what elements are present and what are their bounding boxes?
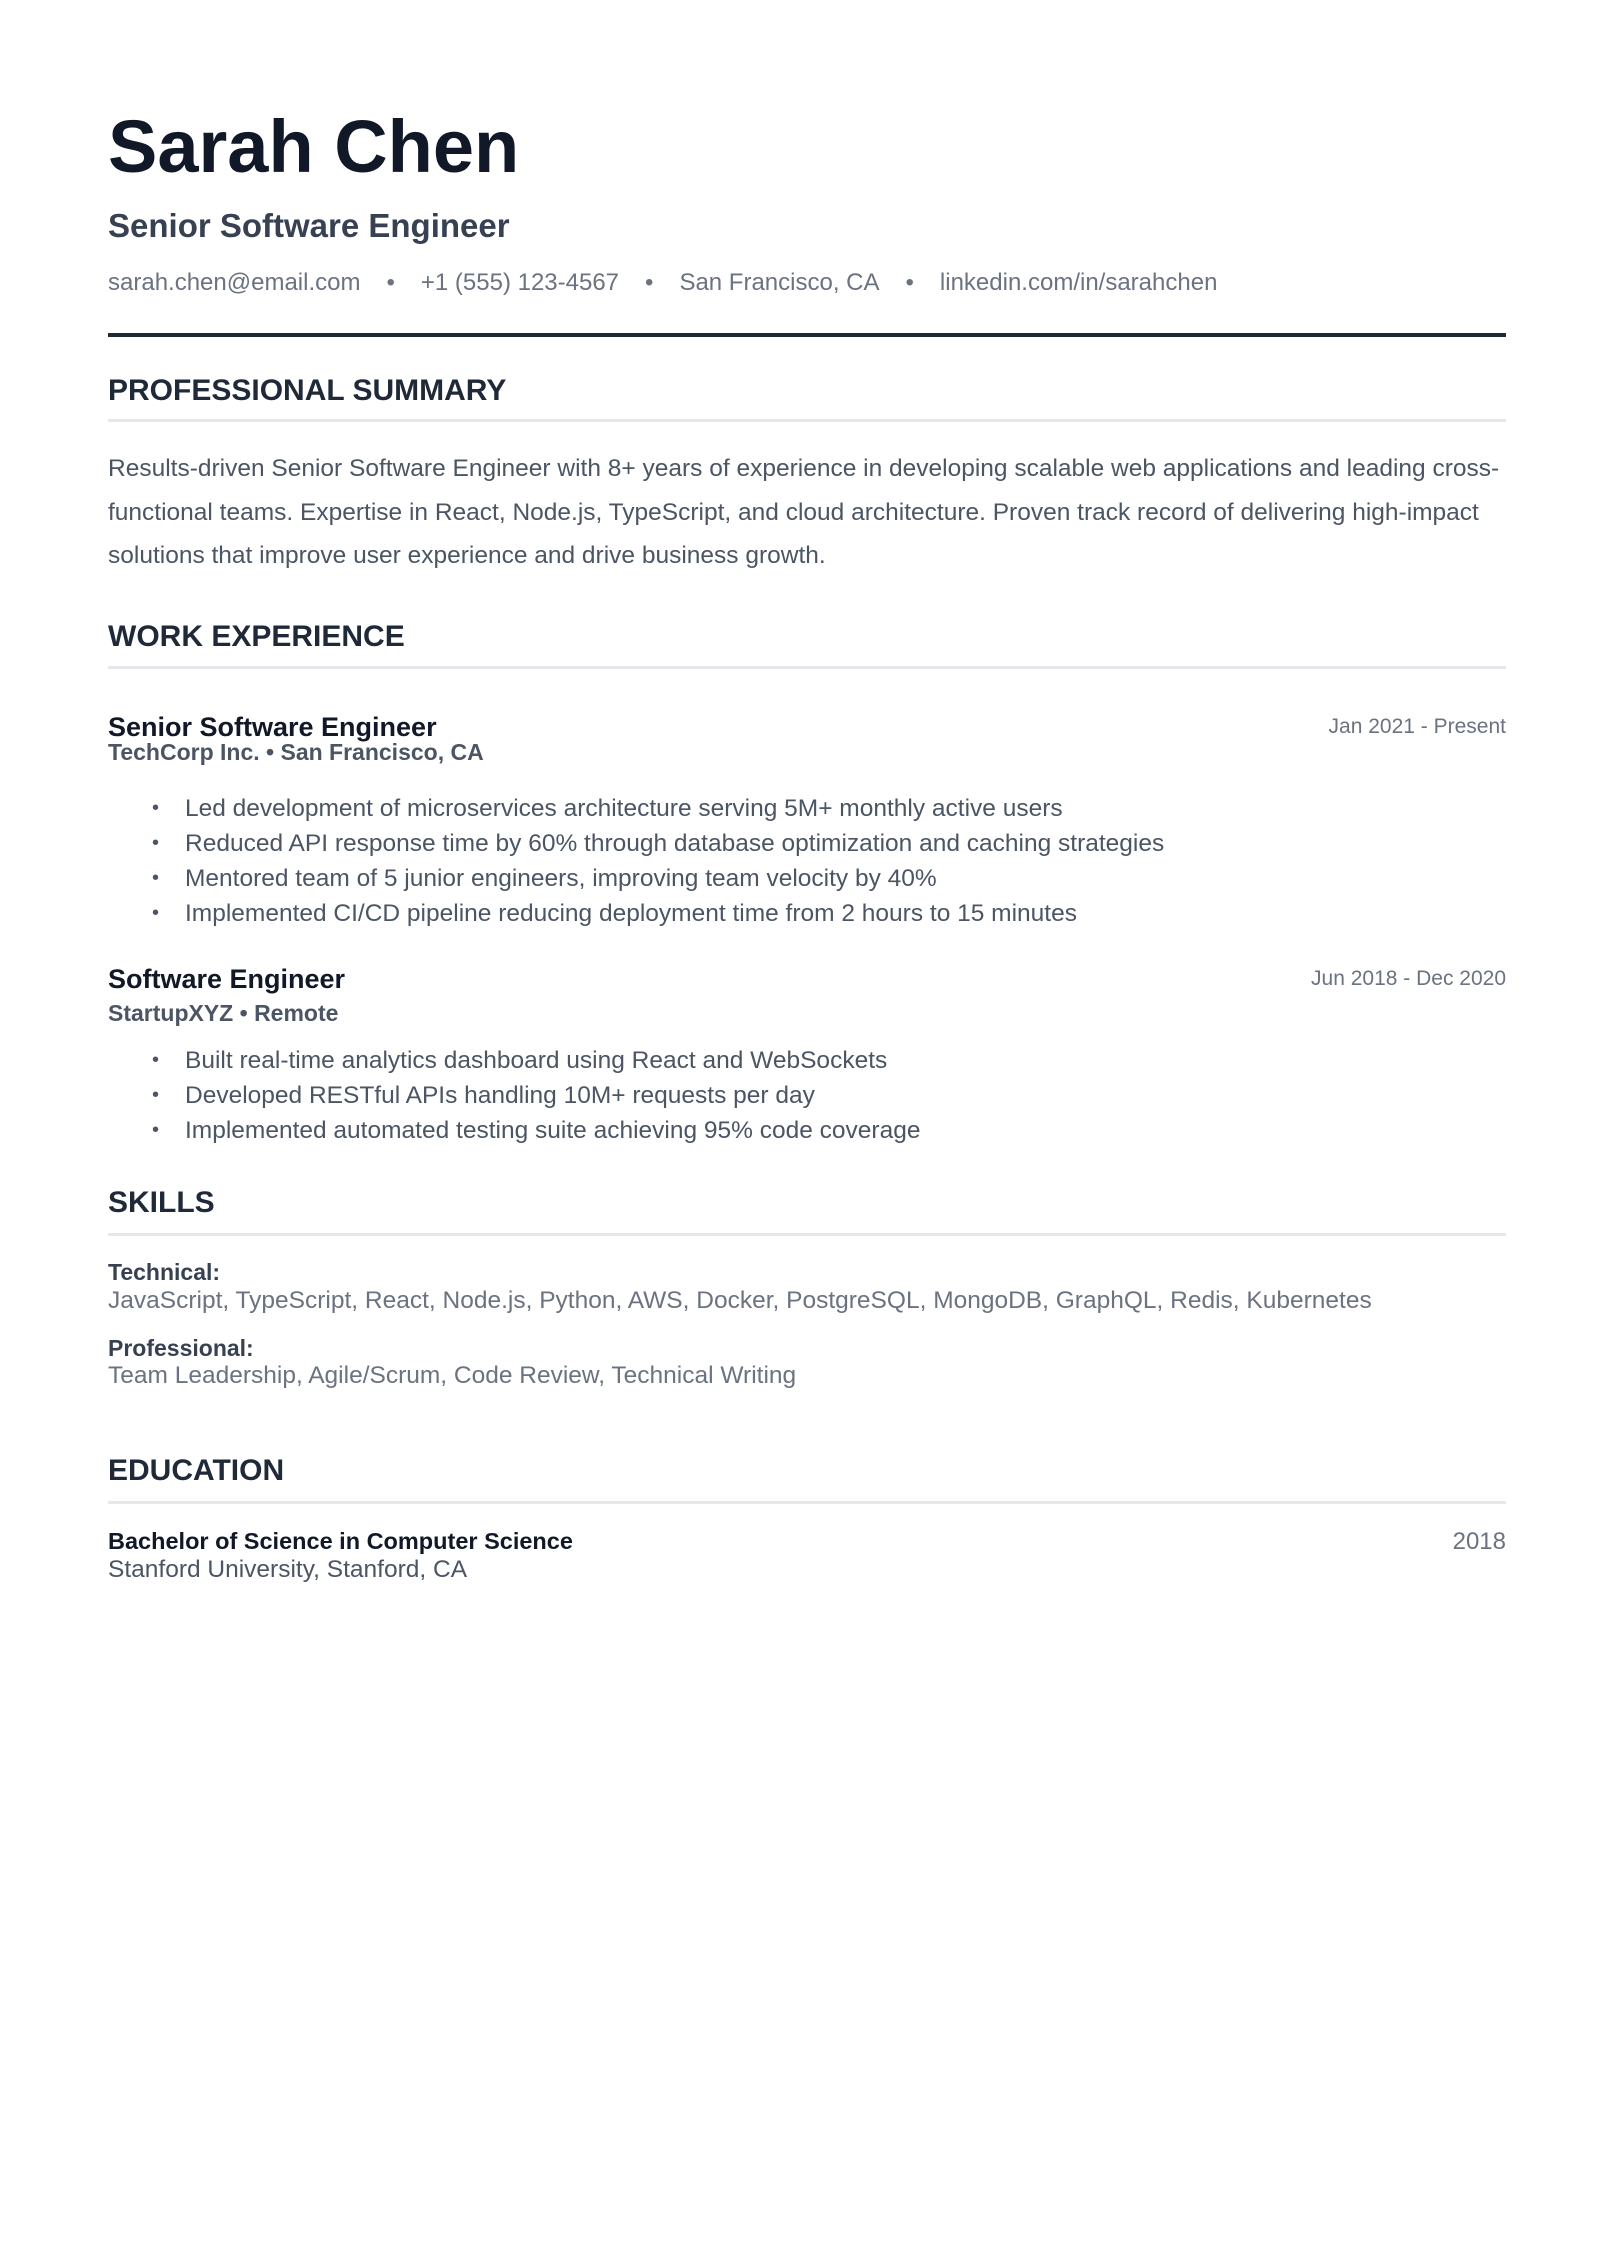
education-degree: Bachelor of Science in Computer Science [108, 1528, 573, 1554]
bullet-text: Implemented automated testing suite achieving 95% code coverage [185, 1117, 921, 1144]
section-divider [108, 1501, 1506, 1504]
skill-group-label: Technical: [108, 1259, 221, 1285]
section-heading-education: EDUCATION [108, 1454, 285, 1487]
job-title: Senior Software Engineer [108, 712, 437, 742]
section-heading-experience: WORK EXPERIENCE [108, 620, 405, 653]
bullet-item [108, 1043, 920, 1078]
bullet-item [108, 791, 1164, 826]
skill-group-label: Professional: [108, 1335, 254, 1361]
separator-dot: • [905, 269, 914, 296]
contact-phone[interactable]: +1 (555) 123-4567 [420, 269, 620, 296]
contact-linkedin[interactable]: linkedin.com/in/sarahchen [939, 269, 1218, 296]
bullet-icon: • [152, 797, 160, 819]
job-company: TechCorp Inc. • San Francisco, CA [108, 739, 484, 765]
header-divider [108, 333, 1506, 337]
section-divider [108, 419, 1506, 422]
contact-line [108, 271, 1217, 295]
bullet-item [108, 896, 1164, 931]
job-bullets [108, 1043, 920, 1148]
section-heading-summary: PROFESSIONAL SUMMARY [108, 374, 507, 407]
skill-group-value: Team Leadership, Agile/Scrum, Code Review, Technical Writing [108, 1362, 797, 1389]
bullet-text: Reduced API response time by 60% through database optimization and caching strategies [185, 830, 1165, 857]
summary-text: Results-driven Senior Software Engineer with 8+ years of experience in developing scalable web applications and leading cross-functional teams. Expertise in React, Node.js, TypeScript, and cloud architecture. Proven track record of delivering high-impact solutions that improve user experience and drive business growth. [108, 455, 1500, 570]
bullet-text: Developed RESTful APIs handling 10M+ requests per day [185, 1082, 815, 1109]
bullet-icon: • [152, 832, 160, 854]
candidate-title: Senior Software Engineer [108, 207, 510, 244]
job-dates: Jun 2018 - Dec 2020 [1311, 967, 1506, 990]
section-divider [108, 666, 1506, 669]
bullet-item [108, 861, 1164, 896]
bullet-item [108, 826, 1164, 861]
bullet-icon: • [152, 1049, 160, 1071]
section-heading-skills: SKILLS [108, 1186, 215, 1219]
contact-location: San Francisco, CA [679, 269, 880, 296]
job-bullets [108, 791, 1164, 931]
skill-group-value: JavaScript, TypeScript, React, Node.js, Python, AWS, Docker, PostgreSQL, MongoDB, GraphQL, Redis, Kubernetes [108, 1287, 1372, 1314]
bullet-item [108, 1113, 920, 1148]
bullet-icon: • [152, 867, 160, 889]
separator-dot: • [386, 269, 395, 296]
bullet-item [108, 1078, 920, 1113]
candidate-name: Sarah Chen [108, 105, 520, 188]
bullet-text: Implemented CI/CD pipeline reducing deployment time from 2 hours to 15 minutes [185, 900, 1077, 927]
education-school: Stanford University, Stanford, CA [108, 1556, 468, 1583]
bullet-text: Built real-time analytics dashboard using React and WebSockets [185, 1047, 888, 1074]
job-company: StartupXYZ • Remote [108, 1000, 339, 1026]
bullet-text: Mentored team of 5 junior engineers, improving team velocity by 40% [185, 865, 937, 892]
job-dates: Jan 2021 - Present [1328, 715, 1506, 738]
bullet-text: Led development of microservices architecture serving 5M+ monthly active users [185, 795, 1063, 822]
bullet-icon: • [152, 1084, 160, 1106]
bullet-icon: • [152, 902, 160, 924]
bullet-icon: • [152, 1119, 160, 1141]
contact-email[interactable]: sarah.chen@email.com [108, 269, 361, 296]
job-title: Software Engineer [108, 964, 346, 994]
education-year: 2018 [1452, 1528, 1506, 1555]
separator-dot: • [645, 269, 654, 296]
section-divider [108, 1233, 1506, 1236]
